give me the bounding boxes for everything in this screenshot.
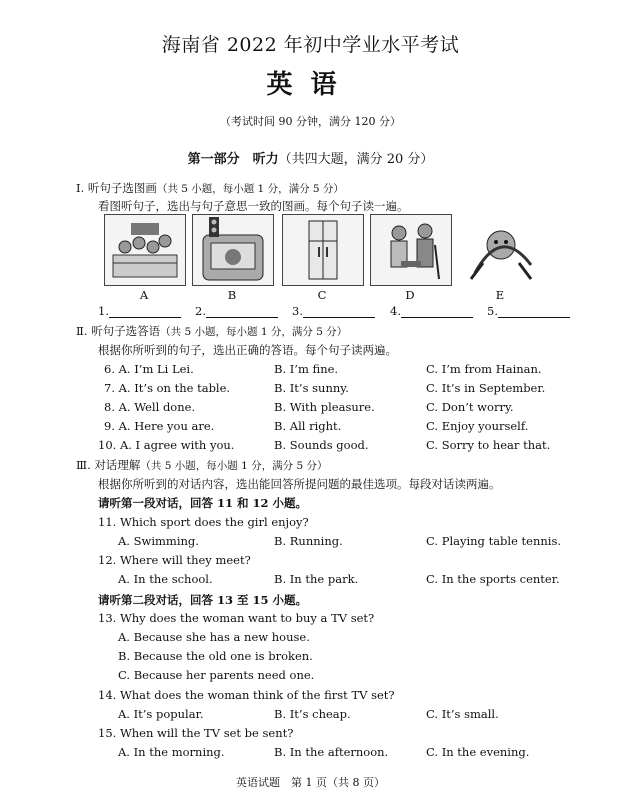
picture-c (282, 214, 364, 286)
q6-option-b[interactable]: B. I’m fine. (274, 362, 339, 376)
elderly-people-icon (371, 215, 451, 285)
dialog2-instruction: 请听第二段对话，回答 13 至 15 小题。 (98, 593, 308, 607)
sec2-header (76, 323, 347, 339)
q7-option-a[interactable]: 7. A. It’s on the table. (104, 381, 231, 395)
sec2-note: （共 5 小题，每小题 1 分，满分 5 分） (160, 326, 348, 338)
answer-blank-1-label: 1. (98, 304, 109, 318)
sec3-note: （共 5 小题，每小题 1 分，满分 5 分） (140, 460, 328, 472)
q15-option-a[interactable]: A. In the morning. (118, 745, 225, 759)
answer-blank-3-label: 3. (292, 304, 303, 318)
part1-label: 第一部分 听力 (187, 152, 279, 167)
traffic-light-icon (193, 215, 273, 285)
q13-option-a[interactable]: A. Because she has a new house. (118, 630, 310, 644)
sec3-title: 对话理解 (94, 458, 141, 472)
q10-option-c[interactable]: C. Sorry to hear that. (426, 438, 551, 452)
q14-option-a[interactable]: A. It’s popular. (118, 707, 204, 721)
q12-stem: 12. Where will they meet? (98, 553, 251, 567)
fridge-icon (283, 215, 363, 285)
answer-blank-5-label: 5. (487, 304, 498, 318)
picture-a (104, 214, 186, 286)
part1-note: （共四大题，满分 20 分） (278, 152, 434, 167)
q8-option-c[interactable]: C. Don’t worry. (426, 400, 514, 414)
sec2-num: Ⅱ. (76, 324, 88, 338)
q9-option-c[interactable]: C. Enjoy yourself. (426, 419, 529, 433)
sec2-title: 听句子选答语 (91, 324, 161, 338)
subject-title: 英语 (266, 70, 355, 100)
q14-option-c[interactable]: C. It’s small. (426, 707, 499, 721)
q14-option-b[interactable]: B. It’s cheap. (274, 707, 351, 721)
q11-option-a[interactable]: A. Swimming. (118, 534, 199, 548)
picture-b (192, 214, 274, 286)
q9-option-a[interactable]: 9. A. Here you are. (104, 419, 215, 433)
q12-option-a[interactable]: A. In the school. (118, 572, 213, 586)
picture-label-c: C (317, 288, 327, 302)
q13-option-c[interactable]: C. Because her parents need one. (118, 668, 315, 682)
q13-option-b[interactable]: B. Because the old one is broken. (118, 649, 313, 663)
answer-blank-1[interactable] (98, 304, 181, 318)
q8-option-b[interactable]: B. With pleasure. (274, 400, 375, 414)
sec1-note: （共 5 小题，每小题 1 分，满分 5 分） (156, 183, 344, 195)
q6-option-a[interactable]: 6. A. I’m Li Lei. (104, 362, 194, 376)
q11-option-c[interactable]: C. Playing table tennis. (426, 534, 562, 548)
picture-label-b: B (227, 288, 237, 302)
q15-stem: 15. When will the TV set be sent? (98, 726, 294, 740)
picture-label-e: E (495, 288, 505, 302)
picture-label-d: D (405, 288, 415, 302)
sec1-header (76, 180, 344, 196)
answer-blank-3[interactable] (292, 304, 375, 318)
q10-option-b[interactable]: B. Sounds good. (274, 438, 369, 452)
answer-blank-5[interactable] (487, 304, 570, 318)
q6-option-c[interactable]: C. I’m from Hainan. (426, 362, 542, 376)
q8-option-a[interactable]: 8. A. Well done. (104, 400, 196, 414)
answer-blank-4-label: 4. (390, 304, 401, 318)
picture-d (370, 214, 452, 286)
q12-option-c[interactable]: C. In the sports center. (426, 572, 560, 586)
page-footer: 英语试题 第 1 页（共 8 页） (236, 776, 385, 789)
q14-stem: 14. What does the woman think of the first TV set? (98, 688, 395, 702)
picture-label-a: A (139, 288, 149, 302)
q10-option-a[interactable]: 10. A. I agree with you. (98, 438, 235, 452)
sec3-instruction: 根据你所听到的对话内容，选出能回答所提问题的最佳选项。每段对话读两遍。 (98, 477, 501, 491)
q12-option-b[interactable]: B. In the park. (274, 572, 359, 586)
answer-blank-2[interactable] (195, 304, 278, 318)
sec3-header (76, 457, 327, 473)
q9-option-b[interactable]: B. All right. (274, 419, 342, 433)
monkey-king-icon (461, 215, 541, 285)
picture-e (460, 214, 542, 286)
sec1-instruction: 看图听句子，选出与句子意思一致的图画。每个句子读一遍。 (98, 199, 409, 213)
sec3-num: Ⅲ. (76, 458, 91, 472)
q15-option-b[interactable]: B. In the afternoon. (274, 745, 389, 759)
sec1-title: 听句子选图画 (87, 181, 157, 195)
q15-option-c[interactable]: C. In the evening. (426, 745, 530, 759)
crowd-icon (105, 215, 185, 285)
part1-header (0, 148, 621, 167)
answer-blank-2-label: 2. (195, 304, 206, 318)
sec2-instruction: 根据你所听到的句子，选出正确的答语。每个句子读两遍。 (98, 343, 397, 357)
q11-stem: 11. Which sport does the girl enjoy? (98, 515, 309, 529)
q7-option-b[interactable]: B. It’s sunny. (274, 381, 349, 395)
exam-title: 海南省 2022 年初中学业水平考试 (161, 34, 460, 56)
dialog1-instruction: 请听第一段对话，回答 11 和 12 小题。 (98, 496, 308, 510)
sec1-num: Ⅰ. (76, 181, 85, 195)
time-info: （考试时间 90 分钟，满分 120 分） (220, 115, 401, 128)
q13-stem: 13. Why does the woman want to buy a TV set? (98, 611, 375, 625)
q11-option-b[interactable]: B. Running. (274, 534, 343, 548)
answer-blank-4[interactable] (390, 304, 473, 318)
q7-option-c[interactable]: C. It’s in September. (426, 381, 546, 395)
